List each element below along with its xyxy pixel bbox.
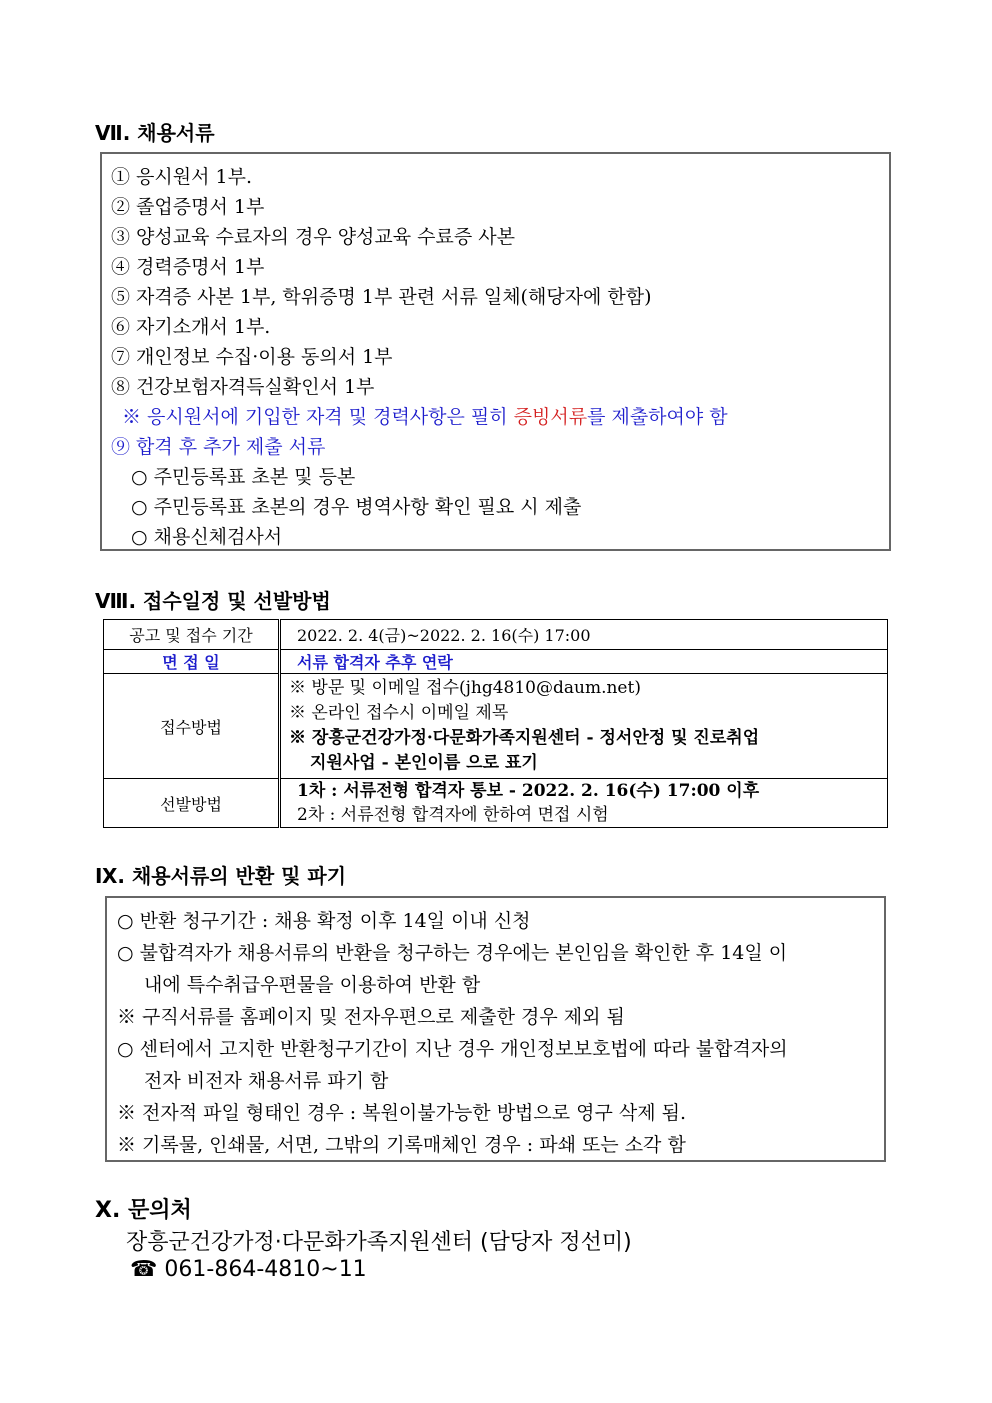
return-line-1: ○ 반환 청구기간 : 채용 확정 이후 14일 이내 신청	[117, 910, 531, 932]
submission-method-label: 접수방법	[104, 674, 280, 779]
return-line-4: ※ 구직서류를 홈페이지 및 전자우편으로 제출한 경우 제외 됨	[117, 1006, 625, 1028]
proof-note-suffix: 를 제출하여야 함	[587, 406, 728, 428]
doc-item-6: ⑥ 자기소개서 1부.	[111, 316, 271, 338]
extra-doc-2: ○ 주민등록표 초본의 경우 병역사항 확인 필요 시 제출	[131, 496, 582, 518]
return-line-6: 전자 비전자 채용서류 파기 함	[144, 1070, 389, 1092]
proof-note	[122, 402, 728, 429]
doc-item-1: ① 응시원서 1부.	[111, 166, 252, 188]
section7-title: Ⅶ. 채용서류	[95, 121, 215, 145]
method-line-4: 지원사업 - 본인이름 으로 표기	[310, 753, 538, 773]
return-line-5: ○ 센터에서 고지한 반환청구기간이 지난 경우 개인정보보호법에 따라 불합격자의	[117, 1038, 788, 1060]
selection-method-cell	[280, 779, 888, 828]
doc-item-7: ⑦ 개인정보 수집·이용 동의서 1부	[111, 346, 393, 368]
phone-icon: ☎	[130, 1257, 158, 1282]
selection-line-1: 1차 : 서류전형 합격자 통보 - 2022. 2. 16(수) 17:00 이후	[297, 781, 760, 801]
table-row	[104, 620, 888, 650]
section9-title: Ⅸ. 채용서류의 반환 및 파기	[95, 864, 347, 888]
return-line-8: ※ 기록물, 인쇄물, 서면, 그밖의 기록매체인 경우 : 파쇄 또는 소각 함	[117, 1134, 686, 1156]
method-line-3: ※ 장흥군건강가정·다문화가족지원센터 - 정서안정 및 진로취업	[289, 728, 760, 748]
extra-docs-title: ⑨ 합격 후 추가 제출 서류	[111, 436, 326, 458]
proof-note-highlight: 증빙서류	[513, 406, 588, 428]
return-line-3: 내에 특수취급우편물을 이용하여 반환 함	[144, 974, 481, 996]
section10-title: Ⅹ. 문의처	[95, 1198, 192, 1223]
interview-label: 면 접 일	[104, 650, 280, 674]
section9-box	[105, 896, 886, 1162]
return-line-7: ※ 전자적 파일 형태인 경우 : 복원이불가능한 방법으로 영구 삭제 됨.	[117, 1102, 687, 1124]
notice-period-label: 공고 및 접수 기간	[104, 620, 280, 650]
method-line-2: ※ 온라인 접수시 이메일 제목	[289, 703, 509, 723]
doc-item-2: ② 졸업증명서 1부	[111, 196, 265, 218]
selection-method-label: 선발방법	[104, 779, 280, 828]
phone-number: 061-864-4810~11	[164, 1257, 367, 1282]
return-line-2: ○ 불합격자가 채용서류의 반환을 청구하는 경우에는 본인임을 확인한 후 14일 이	[117, 942, 788, 964]
interview-value: 서류 합격자 추후 연락	[280, 650, 888, 674]
doc-item-3: ③ 양성교육 수료자의 경우 양성교육 수료증 사본	[111, 226, 515, 248]
notice-period-value: 2022. 2. 4(금)~2022. 2. 16(수) 17:00	[280, 620, 888, 650]
schedule-table	[103, 619, 888, 828]
doc-item-5: ⑤ 자격증 사본 1부, 학위증명 1부 관련 서류 일체(해당자에 한함)	[111, 286, 652, 308]
extra-doc-3: ○ 채용신체검사서	[131, 526, 283, 548]
contact-phone	[130, 1257, 367, 1282]
extra-doc-1: ○ 주민등록표 초본 및 등본	[131, 466, 356, 488]
table-row	[104, 650, 888, 674]
section7-box	[100, 152, 891, 551]
doc-item-8: ⑧ 건강보험자격득실확인서 1부	[111, 376, 375, 398]
submission-method-cell	[280, 674, 888, 779]
selection-line-2: 2차 : 서류전형 합격자에 한하여 면접 시험	[297, 805, 609, 825]
doc-item-4: ④ 경력증명서 1부	[111, 256, 265, 278]
method-line-1: ※ 방문 및 이메일 접수(jhg4810@daum.net)	[289, 678, 641, 698]
proof-note-prefix: ※ 응시원서에 기입한 자격 및 경력사항은 필히	[122, 406, 514, 428]
contact-org: 장흥군건강가정·다문화가족지원센터 (담당자 정선미)	[126, 1230, 632, 1255]
section8-title: Ⅷ. 접수일정 및 선발방법	[95, 589, 331, 613]
table-row	[104, 674, 888, 779]
table-row	[104, 779, 888, 828]
